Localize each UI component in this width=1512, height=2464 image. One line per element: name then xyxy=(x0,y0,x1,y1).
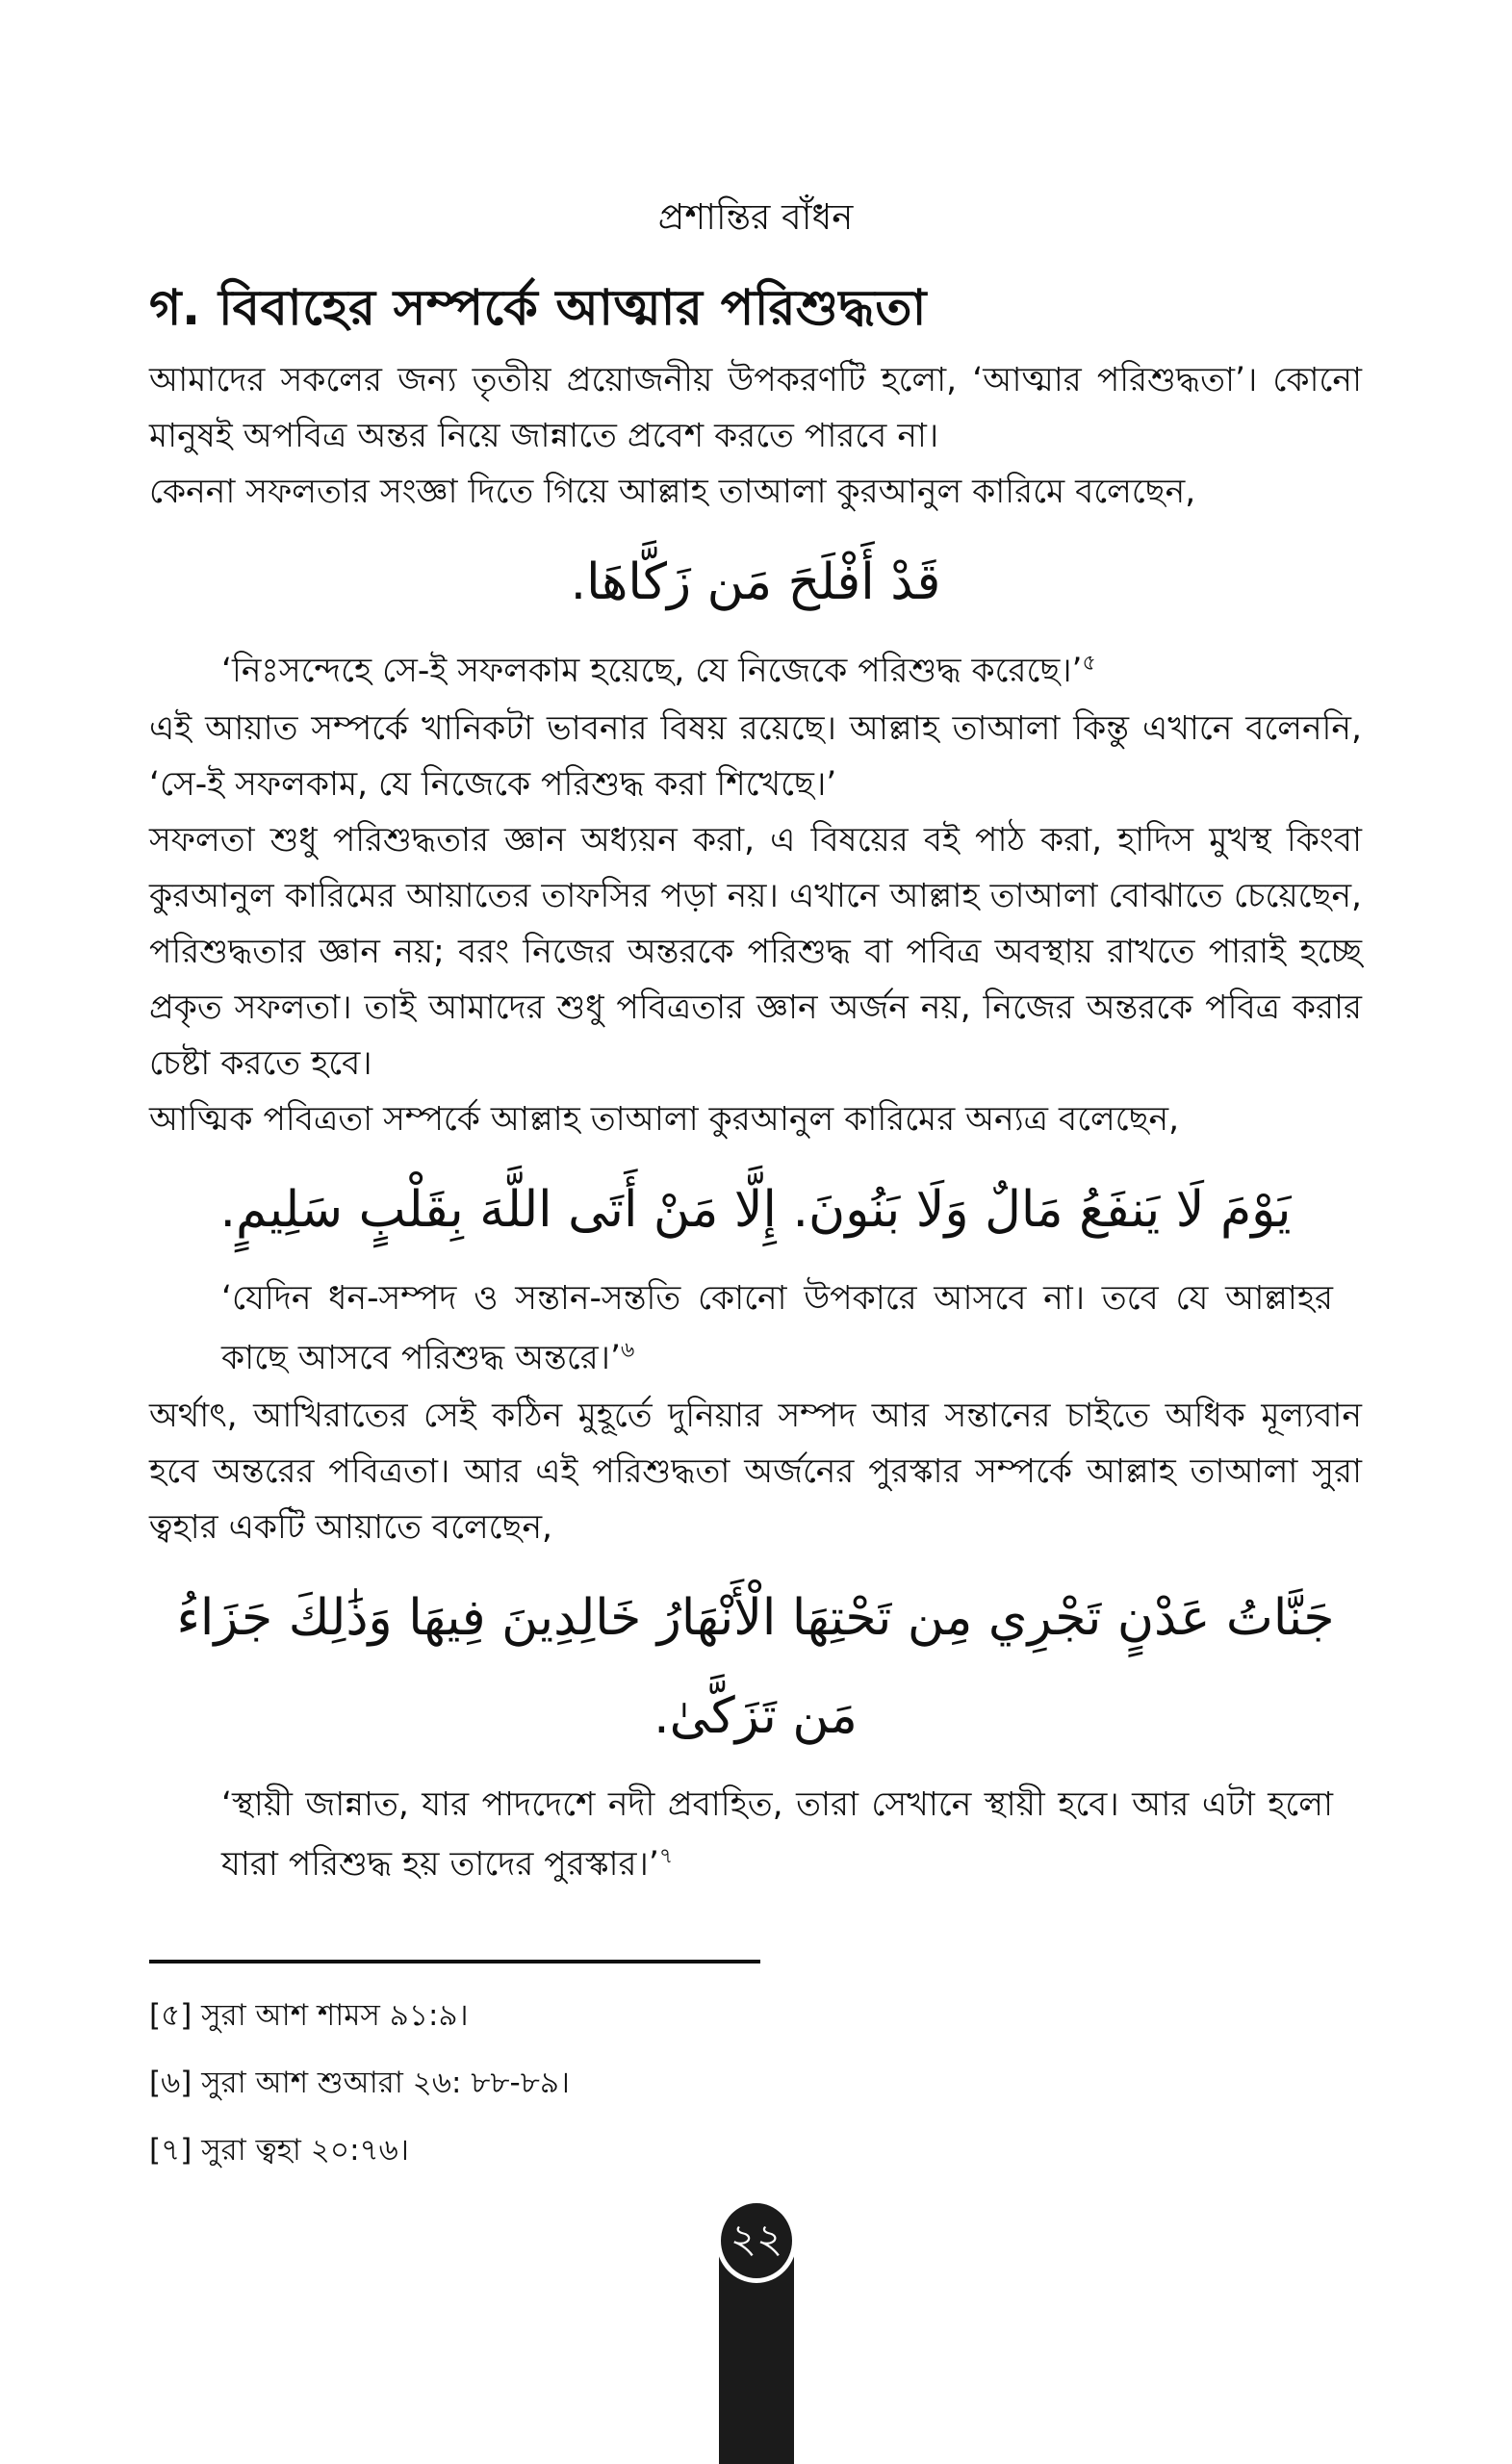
page-number: ২২ xyxy=(730,2214,783,2262)
footnote-ref-5: ৫ xyxy=(1082,651,1096,676)
paragraph-before-verse-2: আত্মিক পবিত্রতা সম্পর্কে আল্লাহ তাআলা কুরআনুল কারিমের অন্যত্র বলেছেন, xyxy=(149,1100,1180,1139)
paragraph-akhirah: অর্থাৎ, আখিরাতের সেই কঠিন মুহূর্তে দুনিয়ার সম্পদ আর সন্তানের চাইতে অধিক মূল্যবান হবে অন্তরের পবিত্রতা। আর এই পরিশুদ্ধতা অর্জনের পুরস্কার সম্পর্কে আল্লাহ তাআলা সুরা ত্বহার একটি আয়াতে বলেছেন, xyxy=(149,1397,1362,1547)
paragraph-explanation: সফলতা শুধু পরিশুদ্ধতার জ্ঞান অধ্যয়ন করা, এ বিষয়ের বই পাঠ করা, হাদিস মুখস্থ কিংবা কুরআনুল কারিমের আয়াতের তাফসির পড়া নয়। এখানে আল্লাহ তাআলা বোঝাতে চেয়েছেন, পরিশুদ্ধতার জ্ঞান নয়; বরং নিজের অন্তরকে পরিশুদ্ধ বা পবিত্র অবস্থায় রাখতে পারাই হচ্ছে প্রকৃত সফলতা। তাই আমাদের শুধু পবিত্রতার জ্ঞান অর্জন নয়, নিজের অন্তরকে পবিত্র করার চেষ্টা করতে হবে। xyxy=(149,821,1362,1083)
footnote-5: [৫] সুরা আশ শামস ৯১:৯। xyxy=(149,1998,469,2033)
paragraph-intro: আমাদের সকলের জন্য তৃতীয় প্রয়োজনীয় উপকরণটি হলো, ‘আত্মার পরিশুদ্ধতা’। কোনো মানুষই অপবিত্র অন্তর নিয়ে জান্নাতে প্রবেশ করতে পারবে না। xyxy=(149,361,1362,455)
page-number-badge xyxy=(716,2198,797,2283)
verse-2-translation-text: ‘যেদিন ধন-সম্পদ ও সন্তান-সন্ততি কোনো উপকারে আসবে না। তবে যে আল্লাহর কাছে আসবে পরিশুদ্ধ অন্তরে।’ xyxy=(221,1279,1333,1377)
section-heading: গ. বিবাহের সম্পর্কে আত্মার পরিশুদ্ধতা xyxy=(149,280,927,337)
footnote-ref-7: ৭ xyxy=(658,1844,674,1869)
footnote-7: [৭] সুরা ত্বহা ২০:৭৬। xyxy=(149,2133,409,2168)
footnote-ref-6: ৬ xyxy=(620,1338,635,1363)
verse-1-translation xyxy=(221,641,1333,701)
verse-3-translation xyxy=(221,1775,1333,1894)
paragraph-before-verse-1: কেননা সফলতার সংজ্ঞা দিতে গিয়ে আল্লাহ তাআলা কুরআনুল কারিমে বলেছেন, xyxy=(149,473,1196,511)
paragraph-reflection: এই আয়াত সম্পর্কে খানিকটা ভাবনার বিষয় রয়েছে। আল্লাহ তাআলা কিন্তু এখানে বলেননি, ‘সে-ই সফলকাম, যে নিজেকে পরিশুদ্ধ করা শিখেছে।’ xyxy=(149,709,1362,804)
footnote-6: [৬] সুরা আশ শুআরা ২৬: ৮৮-৮৯। xyxy=(149,2066,571,2100)
arabic-verse-3: جَنَّاتُ عَدْنٍ تَجْرِي مِن تَحْتِهَا الْأَنْهَارُ خَالِدِينَ فِيهَا وَذَٰلِكَ جَزَاءُ مَن تَزَكَّىٰ. xyxy=(176,1589,1335,1745)
arabic-verse-1: قَدْ أَفْلَحَ مَن زَكَّاهَا. xyxy=(570,553,941,611)
verse-1-translation-text: ‘নিঃসন্দেহে সে-ই সফলকাম হয়েছে, যে নিজেকে পরিশুদ্ধ করেছে।’ xyxy=(221,652,1083,690)
footnotes-block xyxy=(149,1992,1362,2173)
verse-2-translation xyxy=(221,1269,1333,1388)
footnote-separator-rule xyxy=(149,1960,760,1964)
running-header: প্রশান্তির বাঁধন xyxy=(657,196,854,238)
verse-3-translation-text: ‘স্থায়ী জান্নাত, যার পাদদেশে নদী প্রবাহিত, তারা সেখানে স্থায়ী হবে। আর এটা হলো যারা পরিশুদ্ধ হয় তাদের পুরস্কার।’ xyxy=(221,1785,1333,1884)
page-content xyxy=(0,191,1512,2173)
arabic-verse-2: يَوْمَ لَا يَنفَعُ مَالٌ وَلَا بَنُونَ. إِلَّا مَنْ أَتَى اللَّهَ بِقَلْبٍ سَلِيمٍ. xyxy=(219,1181,1292,1239)
